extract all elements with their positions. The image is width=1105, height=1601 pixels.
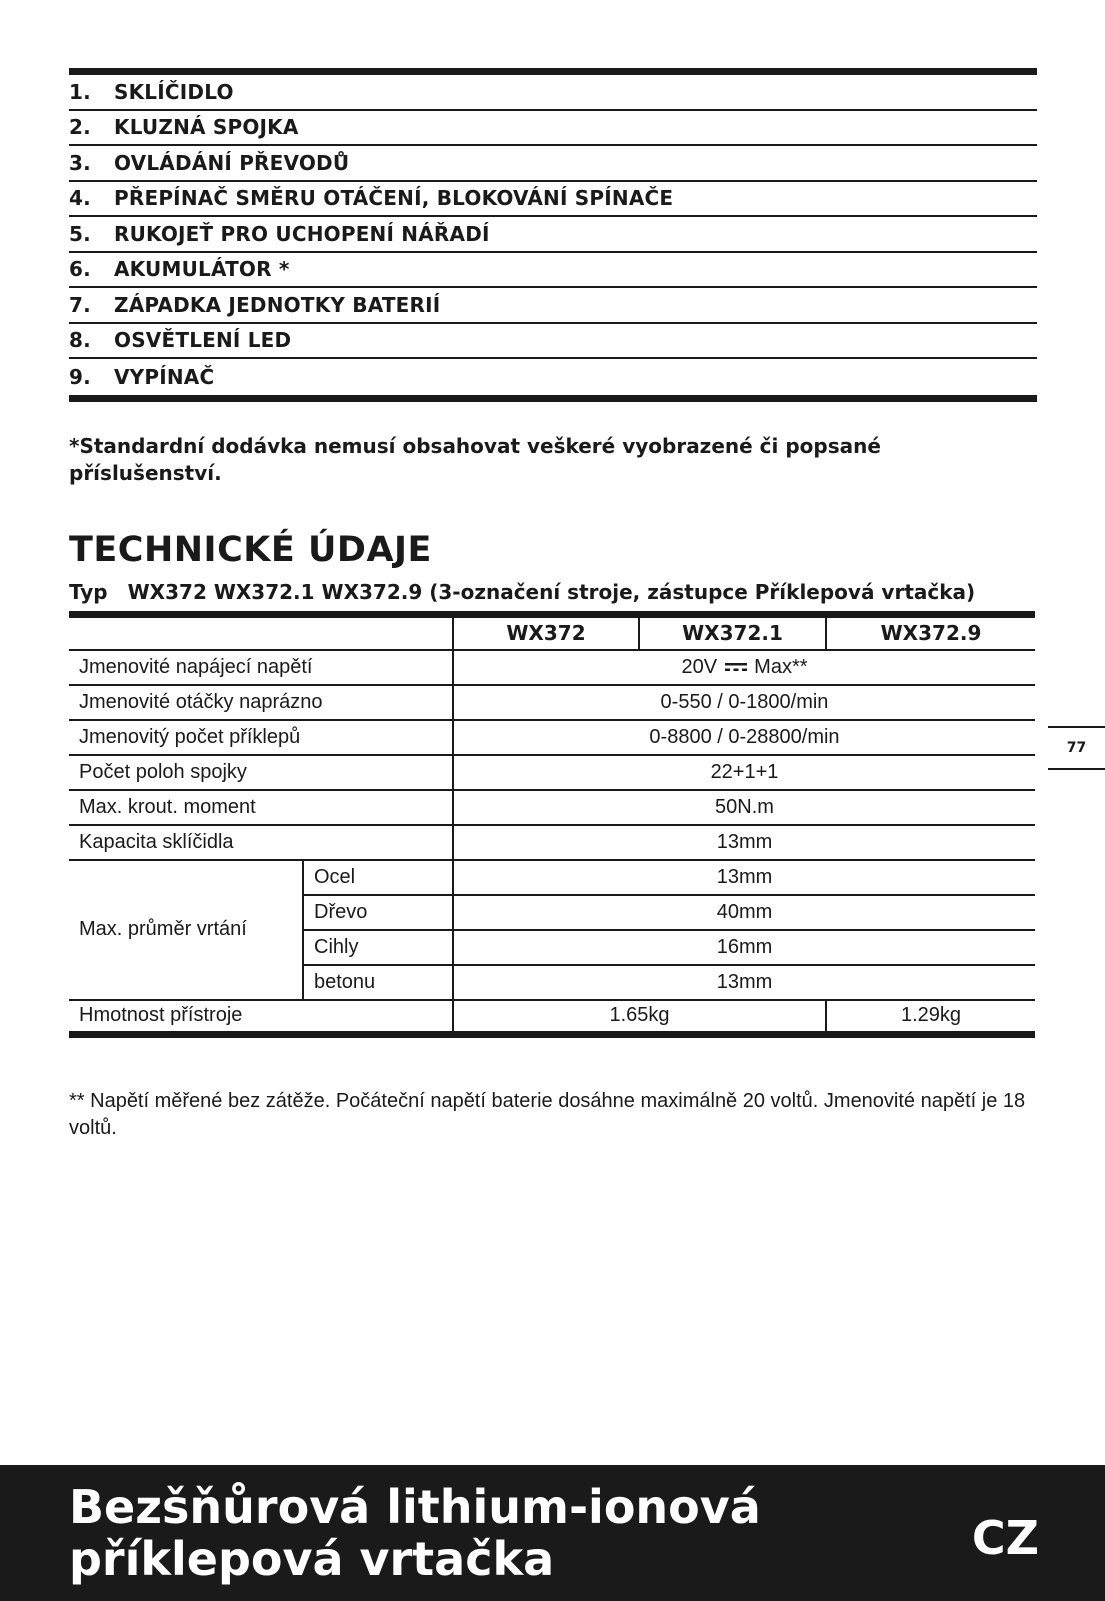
spec-value: 1.65kg	[453, 1000, 826, 1035]
list-item	[69, 359, 1037, 395]
list-item	[69, 324, 1037, 360]
spec-value: 50N.m	[453, 790, 1035, 825]
table-header-cell: WX372.1	[639, 615, 826, 650]
accessories-note: *Standardní dodávka nemusí obsahovat veškeré vyobrazené či popsané příslušenství.	[69, 434, 881, 485]
spec-label: Max. krout. moment	[69, 790, 453, 825]
list-item-label: RUKOJEŤ PRO UCHOPENÍ NÁŘADÍ	[114, 221, 490, 246]
section-title: TECHNICKÉ ÚDAJE	[69, 530, 432, 570]
material-label: Dřevo	[303, 895, 453, 930]
table-row	[69, 720, 1035, 755]
language-code: CZ	[971, 1511, 1039, 1565]
parts-list	[69, 68, 1037, 402]
spec-value: 13mm	[453, 860, 1035, 895]
list-item-label: SKLÍČIDLO	[114, 79, 234, 104]
table-row	[69, 860, 1035, 895]
list-item-label: KLUZNÁ SPOJKA	[114, 115, 299, 140]
list-item-number: 9.	[69, 364, 91, 389]
table-row	[69, 755, 1035, 790]
table-header-cell: WX372.9	[826, 615, 1035, 650]
table-row	[69, 650, 1035, 685]
list-item	[69, 75, 1037, 111]
spec-label: Hmotnost přístroje	[79, 1004, 243, 1027]
spec-label: Max. průměr vrtání	[69, 860, 303, 1000]
table-header-row	[69, 615, 1035, 650]
list-item-label: PŘEPÍNAČ SMĚRU OTÁČENÍ, BLOKOVÁNÍ SPÍNAČE	[114, 186, 674, 211]
spec-value: 16mm	[453, 930, 1035, 965]
spec-value	[453, 650, 1035, 685]
type-label: Typ	[69, 580, 108, 604]
list-item-label: VYPÍNAČ	[114, 364, 215, 389]
spec-value: 13mm	[453, 825, 1035, 860]
footer-title-line: Bezšňůrová lithium-ionová	[69, 1480, 761, 1534]
spec-label: Jmenovité napájecí napětí	[69, 650, 453, 685]
spec-label: Jmenovité otáčky naprázno	[69, 685, 453, 720]
material-label: Ocel	[303, 860, 453, 895]
spec-value: 0-8800 / 0-28800/min	[453, 720, 1035, 755]
spec-value: 13mm	[453, 965, 1035, 1000]
material-label: Cihly	[303, 930, 453, 965]
table-row	[69, 685, 1035, 720]
list-item	[69, 253, 1037, 289]
spec-value: 22+1+1	[453, 755, 1035, 790]
list-item	[69, 146, 1037, 182]
spec-table	[69, 611, 1035, 1038]
footer-title	[69, 1481, 949, 1585]
table-row	[69, 1000, 1035, 1035]
voltage-note: ** Napětí měřené bez zátěže. Počáteční napětí baterie dosáhne maximálně 20 voltů. Jmenovité napětí je 18 voltů.	[69, 1090, 1026, 1139]
list-item-label: ZÁPADKA JEDNOTKY BATERIÍ	[114, 292, 441, 317]
type-value: WX372 WX372.1 WX372.9 (3-označení stroje, zástupce Příklepová vrtačka)	[127, 580, 976, 604]
list-item-number: 5.	[69, 221, 91, 246]
list-item-number: 3.	[69, 150, 91, 175]
material-label: betonu	[303, 965, 453, 1000]
list-item	[69, 182, 1037, 218]
list-item	[69, 111, 1037, 147]
spec-label: Počet poloh spojky	[69, 755, 453, 790]
list-item-label: OVLÁDÁNÍ PŘEVODŮ	[114, 150, 350, 175]
spec-value: 0-550 / 0-1800/min	[453, 685, 1035, 720]
page-number: 77	[1048, 726, 1105, 770]
table-header-cell: WX372	[453, 615, 639, 650]
list-item-number: 8.	[69, 328, 91, 353]
spec-label: Kapacita sklíčidla	[69, 825, 453, 860]
table-row	[69, 825, 1035, 860]
list-item-label: AKUMULÁTOR *	[114, 257, 290, 282]
list-item-number: 6.	[69, 257, 91, 282]
dc-symbol-icon	[725, 663, 747, 672]
type-line	[69, 580, 975, 604]
list-item-label: OSVĚTLENÍ LED	[114, 328, 292, 353]
list-item	[69, 217, 1037, 253]
list-item	[69, 288, 1037, 324]
table-row	[69, 790, 1035, 825]
footer-banner	[0, 1465, 1105, 1601]
footer-title-line: příklepová vrtačka	[69, 1532, 555, 1586]
table-header-empty	[69, 615, 453, 650]
spec-value: 40mm	[453, 895, 1035, 930]
list-item-number: 7.	[69, 292, 91, 317]
list-item-number: 4.	[69, 186, 91, 211]
voltage-suffix: Max**	[754, 655, 808, 678]
spec-value: 1.29kg	[826, 1000, 1035, 1035]
list-item-number: 2.	[69, 115, 91, 140]
list-item-number: 1.	[69, 79, 91, 104]
voltage-value: 20V	[681, 655, 718, 678]
spec-label: Jmenovitý počet příklepů	[69, 720, 453, 755]
